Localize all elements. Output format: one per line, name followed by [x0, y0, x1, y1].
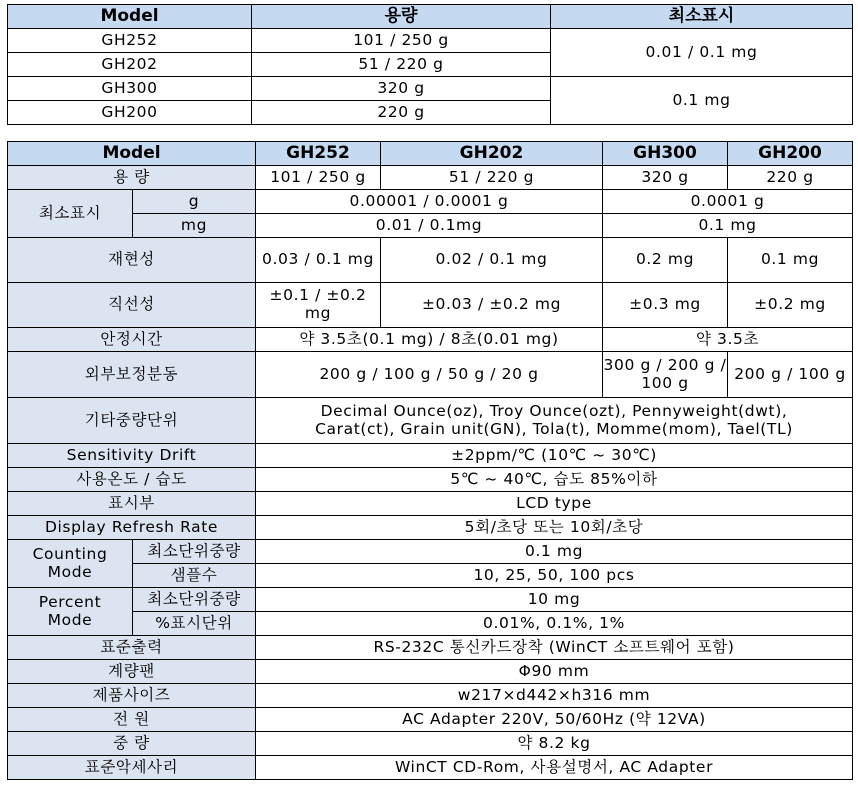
- value-cell: LCD type: [256, 492, 853, 516]
- table-row: [8, 588, 853, 612]
- capacity-cell: 101 / 250 g: [252, 29, 551, 53]
- table-row: [8, 564, 853, 588]
- header-model: Model: [8, 5, 252, 29]
- row-label-counting-mode: Counting Mode: [8, 540, 133, 588]
- min-display-cell: 0.01 / 0.1 mg: [551, 29, 853, 77]
- table-row: [8, 660, 853, 684]
- table-row: [8, 516, 853, 540]
- value-cell: ±0.3 mg: [603, 283, 728, 328]
- value-cell: 5℃ ~ 40℃, 습도 85%이하: [256, 468, 853, 492]
- row-label-linearity: 직선성: [8, 283, 256, 328]
- value-cell: 101 / 250 g: [256, 166, 381, 190]
- value-cell: 300 g / 200 g / 100 g: [603, 352, 728, 398]
- sub-label-sample-count: 샘플수: [133, 564, 256, 588]
- table-row: [8, 77, 853, 101]
- table-row: [8, 492, 853, 516]
- value-cell: 0.03 / 0.1 mg: [256, 238, 381, 283]
- table-row: [8, 708, 853, 732]
- value-cell: ±0.1 / ±0.2 mg: [256, 283, 381, 328]
- row-label-operating-env: 사용온도 / 습도: [8, 468, 256, 492]
- header-min-display: 최소표시: [551, 5, 853, 29]
- sub-label-percent-display: %표시단위: [133, 612, 256, 636]
- min-display-cell: 0.1 mg: [551, 77, 853, 125]
- value-cell: 10, 25, 50, 100 pcs: [256, 564, 853, 588]
- sub-label-counting-unit: 최소단위중량: [133, 540, 256, 564]
- spec-table: [7, 141, 853, 780]
- capacity-cell: 320 g: [252, 77, 551, 101]
- value-cell: 200 g / 100 g: [728, 352, 853, 398]
- value-cell: 320 g: [603, 166, 728, 190]
- row-label-stabilization: 안정시간: [8, 328, 256, 352]
- table-row: [8, 398, 853, 444]
- row-label-cal-weight: 외부보정분동: [8, 352, 256, 398]
- model-cell: GH300: [8, 77, 252, 101]
- header-gh200: GH200: [728, 142, 853, 166]
- capacity-cell: 51 / 220 g: [252, 53, 551, 77]
- table-row: [8, 540, 853, 564]
- header-gh202: GH202: [381, 142, 603, 166]
- value-cell: WinCT CD-Rom, 사용설명서, AC Adapter: [256, 756, 853, 780]
- table-row: [8, 214, 853, 238]
- value-cell: Decimal Ounce(oz), Troy Ounce(ozt), Pennyweight(dwt), Carat(ct), Grain unit(GN), Tola(t), Momme(mom), Tael(TL): [256, 398, 853, 444]
- table-row: [8, 636, 853, 660]
- value-cell: 0.1 mg: [728, 238, 853, 283]
- value-cell: 10 mg: [256, 588, 853, 612]
- table-row: [8, 468, 853, 492]
- value-cell: 220 g: [728, 166, 853, 190]
- row-label-repeatability: 재현성: [8, 238, 256, 283]
- row-label-capacity: 용 량: [8, 166, 256, 190]
- value-cell: 0.1 mg: [256, 540, 853, 564]
- value-cell: AC Adapter 220V, 50/60Hz (약 12VA): [256, 708, 853, 732]
- value-cell: ±0.2 mg: [728, 283, 853, 328]
- row-label-percent-mode: Percent Mode: [8, 588, 133, 636]
- value-cell: 5회/초당 또는 10회/초당: [256, 516, 853, 540]
- row-label-min-display: 최소표시: [8, 190, 133, 238]
- value-cell: 0.02 / 0.1 mg: [381, 238, 603, 283]
- row-label-dimensions: 제품사이즈: [8, 684, 256, 708]
- table-row: [8, 283, 853, 328]
- sub-label-percent-unit: 최소단위중량: [133, 588, 256, 612]
- row-label-sensitivity-drift: Sensitivity Drift: [8, 444, 256, 468]
- value-cell: 0.0001 g: [603, 190, 853, 214]
- value-cell: 51 / 220 g: [381, 166, 603, 190]
- value-cell: 약 3.5초: [603, 328, 853, 352]
- row-label-pan: 계량팬: [8, 660, 256, 684]
- value-cell: 0.01%, 0.1%, 1%: [256, 612, 853, 636]
- table-row: [8, 684, 853, 708]
- header-gh300: GH300: [603, 142, 728, 166]
- row-label-output: 표준출력: [8, 636, 256, 660]
- value-cell: 200 g / 100 g / 50 g / 20 g: [256, 352, 603, 398]
- value-cell: ±2ppm/℃ (10℃ ~ 30℃): [256, 444, 853, 468]
- value-cell: 0.1 mg: [603, 214, 853, 238]
- value-cell: ±0.03 / ±0.2 mg: [381, 283, 603, 328]
- model-cell: GH202: [8, 53, 252, 77]
- summary-table: [7, 4, 853, 125]
- sub-label-g: g: [133, 190, 256, 214]
- capacity-cell: 220 g: [252, 101, 551, 125]
- value-cell: 약 8.2 kg: [256, 732, 853, 756]
- value-cell: 0.00001 / 0.0001 g: [256, 190, 603, 214]
- value-cell: 0.01 / 0.1mg: [256, 214, 603, 238]
- value-cell: Φ90 mm: [256, 660, 853, 684]
- table-row: [8, 166, 853, 190]
- value-cell: w217×d442×h316 mm: [256, 684, 853, 708]
- header-model: Model: [8, 142, 256, 166]
- table-row: [8, 328, 853, 352]
- row-label-accessories: 표준악세사리: [8, 756, 256, 780]
- value-cell: 0.2 mg: [603, 238, 728, 283]
- table-row: [8, 756, 853, 780]
- sub-label-mg: mg: [133, 214, 256, 238]
- value-cell: RS-232C 통신카드장착 (WinCT 소프트웨어 포함): [256, 636, 853, 660]
- header-capacity: 용량: [252, 5, 551, 29]
- table-row: [8, 190, 853, 214]
- value-cell: 약 3.5초(0.1 mg) / 8초(0.01 mg): [256, 328, 603, 352]
- table-row: [8, 612, 853, 636]
- table-row: [8, 444, 853, 468]
- row-label-refresh: Display Refresh Rate: [8, 516, 256, 540]
- model-cell: GH200: [8, 101, 252, 125]
- header-gh252: GH252: [256, 142, 381, 166]
- row-label-power: 전 원: [8, 708, 256, 732]
- table-row: [8, 29, 853, 53]
- row-label-other-units: 기타중량단위: [8, 398, 256, 444]
- row-label-display: 표시부: [8, 492, 256, 516]
- model-cell: GH252: [8, 29, 252, 53]
- table-row: [8, 238, 853, 283]
- table-row: [8, 352, 853, 398]
- table-row: [8, 732, 853, 756]
- row-label-weight: 중 량: [8, 732, 256, 756]
